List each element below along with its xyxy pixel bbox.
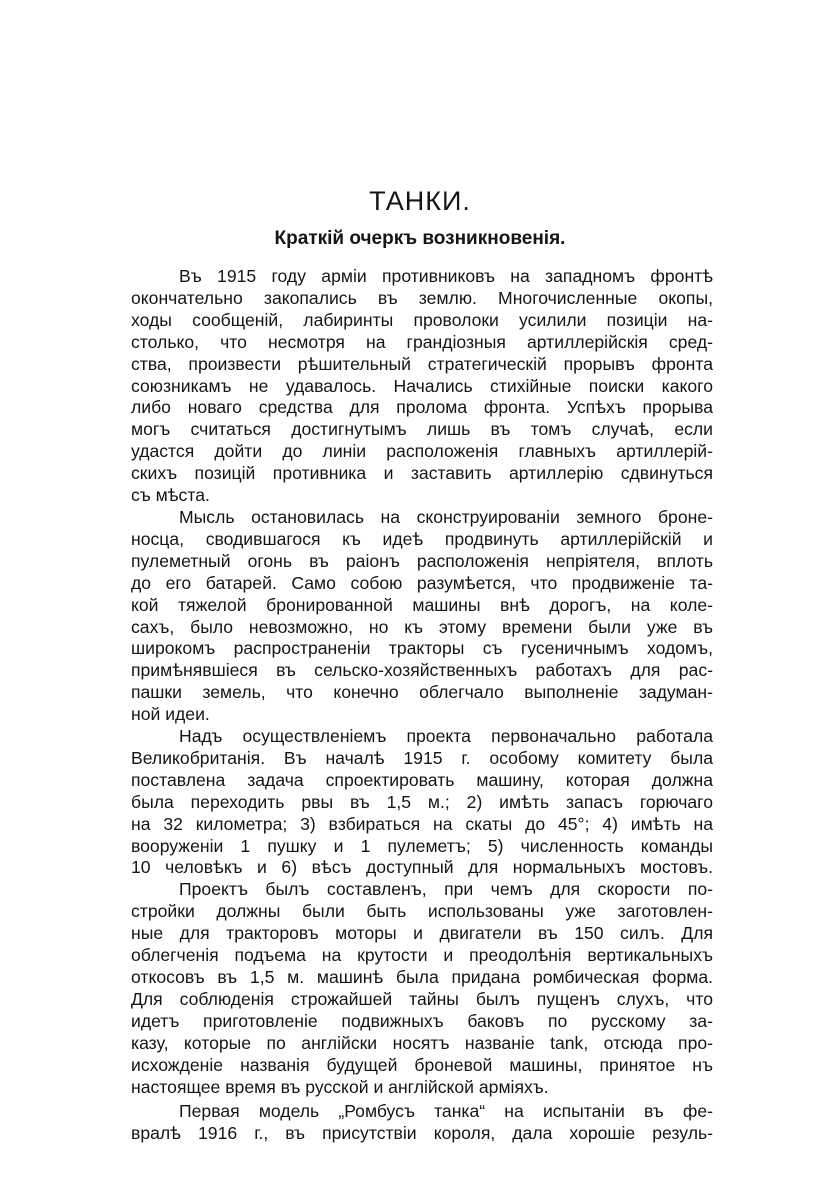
- text-line: исхожденіе названія будущей броневой машины, принятое нъ: [131, 1054, 713, 1075]
- text-line: кой тяжелой бронированной машины внѣ дорогъ, на коле-: [131, 594, 713, 615]
- text-line: ной идеи.: [131, 704, 210, 725]
- text-line: настоящее время въ русской и англійской арміяхъ.: [131, 1076, 549, 1097]
- text-line: вралѣ 1916 г., въ присутствіи короля, дала хорошіе резуль-: [131, 1123, 713, 1144]
- text-line: ные для тракторовъ моторы и двигатели въ 150 силъ. Для: [131, 923, 713, 944]
- text-line: Надъ осуществленіемъ проекта первоначально работала: [179, 726, 713, 747]
- text-line: съ мѣста.: [131, 485, 210, 506]
- paragraph-5: [131, 1101, 713, 1145]
- text-line: носца, сводившагося къ идеѣ продвинуть артиллерійскій и: [131, 528, 713, 549]
- article-body: [131, 266, 713, 1145]
- text-line: ходы сообщеній, лабиринты проволоки усилили позиціи на-: [131, 309, 713, 330]
- text-line: пулеметный огонь въ раіонъ расположенія непріятеля, вплоть: [131, 550, 713, 571]
- text-line: сахъ, было невозможно, но къ этому времени были уже въ: [131, 616, 713, 637]
- page-title: ТАНКИ.: [369, 186, 471, 216]
- text-line: примѣнявшіеся въ сельско-хозяйственныхъ работахъ для рас-: [131, 660, 713, 681]
- text-line: окончательно закопались въ землю. Многочисленные окопы,: [131, 287, 713, 308]
- text-line: союзникамъ не удавалось. Начались стихійные поиски какого: [131, 375, 713, 396]
- text-line: пашки земель, что конечно облегчало выполненіе задуман-: [131, 682, 713, 703]
- text-line: Первая модель „Ромбусъ танка“ на испытаніи въ фе-: [179, 1101, 713, 1122]
- text-line: вооруженіи 1 пушку и 1 пулеметъ; 5) численность команды: [131, 835, 713, 856]
- text-line: Проектъ былъ составленъ, при чемъ для скорости по-: [179, 879, 713, 900]
- text-line: Въ 1915 году арміи противниковъ на западномъ фронтѣ: [179, 266, 713, 286]
- text-line: Для соблюденія строжайшей тайны былъ пущенъ слухъ, что: [131, 988, 713, 1009]
- text-line: стройки должны были быть использованы уже заготовлен-: [131, 901, 713, 922]
- text-line: Великобританія. Въ началѣ 1915 г. особому комитету была: [131, 747, 713, 768]
- text-line: скихъ позицій противника и заставить артиллерію сдвинуться: [131, 463, 713, 484]
- text-line: широкомъ распространеніи тракторы съ гусеничнымъ ходомъ,: [131, 638, 713, 659]
- text-line: либо новаго средства для пролома фронта. Успѣхъ прорыва: [131, 397, 713, 418]
- text-line: ства, произвести рѣшительный стратегическій прорывъ фронта: [131, 353, 713, 374]
- text-line: 10 человѣкъ и 6) вѣсъ доступный для нормальныхъ мостовъ.: [131, 857, 713, 878]
- text-line: до его батарей. Само собою разумѣется, что продвиженіе та-: [131, 572, 713, 593]
- text-line: Мысль остановилась на сконструированіи земного броне-: [179, 506, 713, 527]
- text-line: удастся дойти до линіи расположенія главныхъ артиллерій-: [131, 441, 713, 462]
- page-subtitle: Краткій очеркъ возникновенія.: [274, 228, 566, 249]
- text-line: была переходить рвы въ 1,5 м.; 2) имѣть запасъ горючаго: [131, 791, 713, 812]
- text-line: казу, которые по англійски носятъ названіе tank, отсюда про-: [131, 1032, 713, 1053]
- text-line: откосовъ въ 1,5 м. машинѣ была придана ромбическая форма.: [131, 967, 713, 987]
- text-line: на 32 километра; 3) взбираться на скаты до 45°; 4) имѣть на: [131, 813, 713, 834]
- text-line: облегченія подъема на крутости и преодолѣнія вертикальныхъ: [131, 945, 713, 966]
- paragraph-1: [131, 266, 713, 507]
- text-line: поставлена задача спроектировать машину, которая должна: [131, 769, 713, 790]
- text-line: могъ считаться достигнутымъ лишь въ томъ случаѣ, если: [131, 419, 713, 440]
- paragraph-2: [131, 507, 713, 726]
- text-line: столько, что несмотря на грандіозныя артиллерійскія сред-: [131, 331, 713, 352]
- paragraph-3: [131, 726, 713, 879]
- paragraph-4: [131, 879, 713, 1098]
- text-line: идетъ приготовленіе подвижныхъ баковъ по русскому за-: [131, 1010, 713, 1031]
